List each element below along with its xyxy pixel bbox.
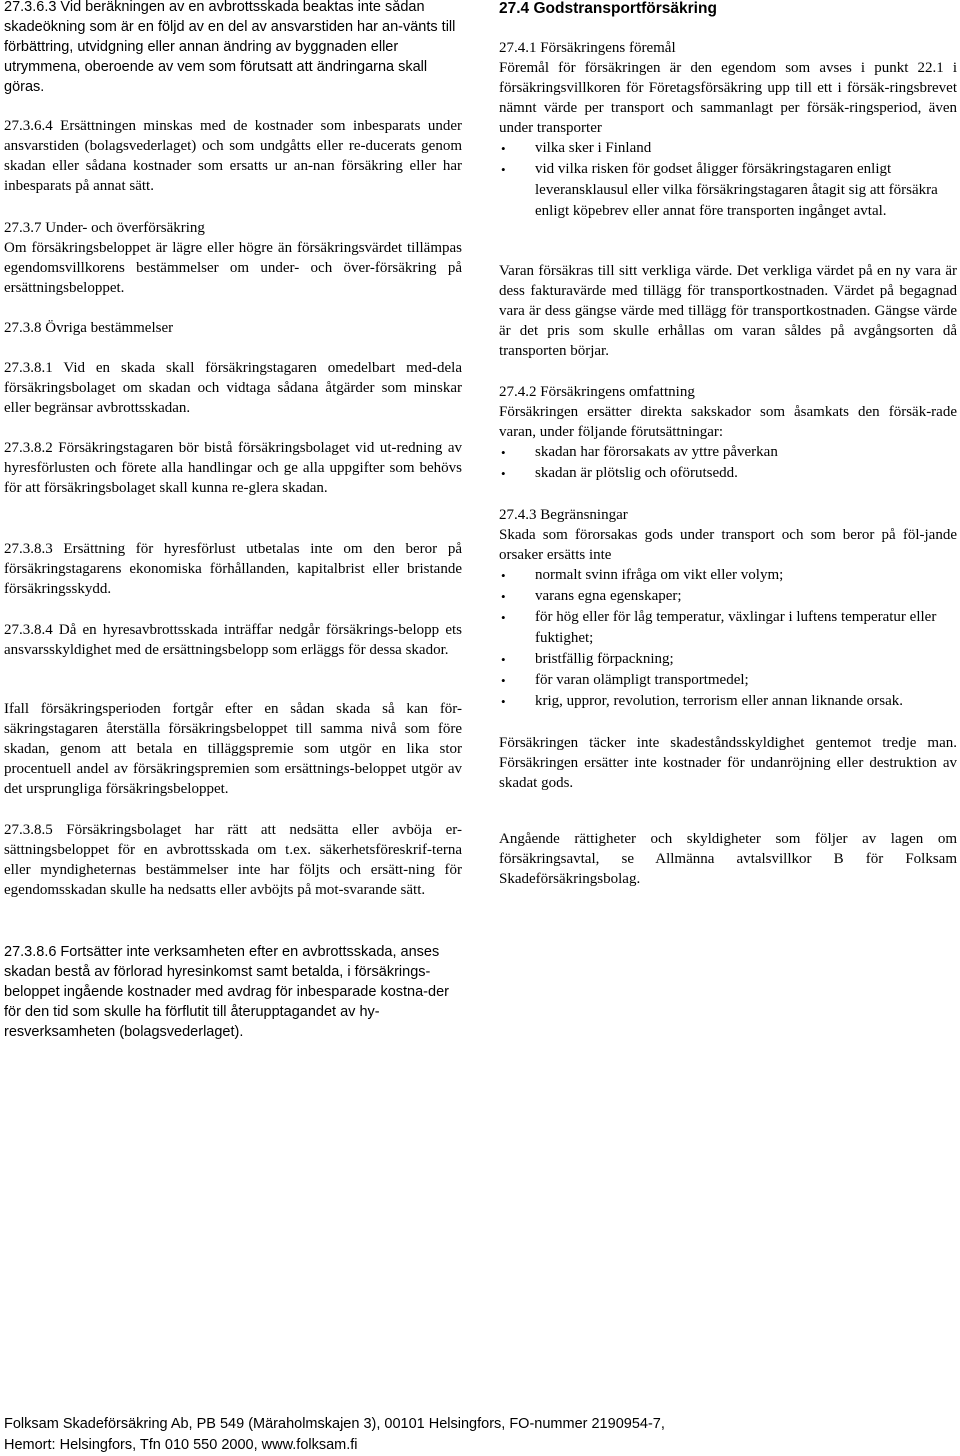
list-item: • skadan har förorsakats av yttre påverkan <box>499 442 957 463</box>
bullet-icon: • <box>501 610 506 625</box>
section-title: 27.4.3 Begränsningar <box>499 507 628 523</box>
section-title: 27.4.1 Försäkringens föremål <box>499 40 676 56</box>
section-title: 27.4.2 Försäkringens omfattning <box>499 384 695 400</box>
section-27-4-2: 27.4.2 Försäkringens omfattning Försäkringen ersätter direkta sakskador som åsamkats den försäk-rade varan, under följande förutsättningar: • skadan har förorsakats av yttre påverkan • skadan är plötslig och oförutsedd. <box>499 382 957 484</box>
page-heading: 27.4 Godstransportförsäkring <box>499 0 717 17</box>
bullet-icon: • <box>501 141 506 156</box>
paragraph-27-3-8-1: 27.3.8.1 Vid en skada skall försäkringstagaren omedelbart med-dela försäkringsbolaget om skadan och vidtaga sådana åtgärder som minskar eller begränsar avbrottsskadan. <box>4 360 462 416</box>
paragraph-27-3-8-2: 27.3.8.2 Försäkringstagaren bör bistå försäkringsbolaget vid ut-redning av hyresförlusten och förete alla handlingar och ge alla uppgifter som behövs för att försäkringsbolaget skall kunna re-glera skadan. <box>4 440 462 496</box>
list-item: • normalt svinn ifråga om vikt eller volym; <box>499 565 957 586</box>
section-27-4-3: 27.4.3 Begränsningar Skada som förorsakas gods under transport och som beror på föl-jande orsaker ersätts inte • normalt svinn ifråga om vikt eller volym; • varans egna egenskaper; • för hög eller för låg temperatur, växlingar i luftens temperatur eller fuktighet; • bristfällig förpackning; • för varan olämpligt transportmedel; • krig, uppror, revolution, terrorism eller annan liknande orsak. <box>499 505 957 712</box>
paragraph-27-3-8-5: 27.3.8.5 Försäkringsbolaget har rätt att nedsätta eller avböja er-sättningsbeloppet för en avbrottsskada om t.ex. säkerhetsföreskrif-terna eller myndigheternas bestämmelser inte har följts och ersätt-ning för egendomsskadan skulle ha nedsatts eller avböjts på mot-svarande sätt. <box>4 822 462 898</box>
list-item: • skadan är plötslig och oförutsedd. <box>499 463 957 484</box>
paragraph-aterstallning: Ifall försäkringsperioden fortgår efter en sådan skada så kan för-säkringstagaren återställa försäkringsbeloppet till samma nivå som före skadan, genom att betala en tilläggspremie som utgör en lika stor procentuell andel av försäkringspremien som ersättnings-beloppet utgör av det ursprungliga försäkringsbeloppet. <box>4 701 462 797</box>
section-ovriga-bestammelser <box>4 318 462 338</box>
paragraph-allmanna-villkor: Angående rättigheter och skyldigheter som följer av lagen om försäkringsavtal, se Allmänna avtalsvillkor B för Folksam Skadeförsäkringsbolag. <box>499 831 957 887</box>
bullet-icon: • <box>501 589 506 604</box>
footer-address: Folksam Skadeförsäkring Ab, PB 549 (Märaholmskajen 3), 00101 Helsingfors, FO-nummer 2190954-7, <box>4 1416 665 1432</box>
paragraph-27-3-8-3: 27.3.8.3 Ersättning för hyresförlust utbetalas inte om den beror på försäkringstagarens ekonomiska förhållanden, kapitalbrist eller bristande försäkringsskydd. <box>4 541 462 597</box>
bullet-icon: • <box>501 652 506 667</box>
list-item: • varans egna egenskaper; <box>499 586 957 607</box>
list-item: • bristfällig förpackning; <box>499 649 957 670</box>
paragraph-27-3-8-4: 27.3.8.4 Då en hyresavbrottsskada inträffar nedgår försäkrings-belopp ets ansvarsskyldighet med de ersättningsbelopp som erläggs för dessa skador. <box>4 622 462 658</box>
paragraph-vardering: Varan försäkras till sitt verkliga värde. Det verkliga värdet på en ny vara är dess fakturavärde med tillägg för transportkostnaden. Värdet på begagnad vara är dess gängse värde med tillägg för transportkostnaden. Gängse värde är det pris som skulle erhållas om varan såldes på avgångsorten då transporten börjar. <box>499 263 957 359</box>
list-item: • vid vilka risken för godset åligger försäkringstagaren enligt leveransklausul eller vilka försäkringstagaren åtagit sig att försäkra enligt köpebrev eller annat före transporten ingånget avtal. <box>501 161 938 219</box>
heading-godstransport <box>499 0 957 18</box>
section-title: 27.3.8 Övriga bestämmelser <box>4 320 174 336</box>
bullet-list-foremal <box>499 138 957 222</box>
section-27-4-1: 27.4.1 Försäkringens föremål Föremål för försäkringen är den egendom som avses i punkt 22.1 i försäkringsvillkoren för Företagsförsäkring upp till ett i försäk-ringsbrevet nämnt värde per transport och sammanlagt per försäk-ringsperiod, även under transporter • vilka sker i Finland • vid vilka risken för godset åligger försäkringstagaren enligt leveransklausul eller vilka försäkringstagaren åtagit sig att försäkra enligt köpebrev eller annat före transporten ingånget avtal. <box>499 38 957 222</box>
list-item: • för hög eller för låg temperatur, växlingar i luftens temperatur eller fuktighet; <box>501 609 937 646</box>
list-item: • krig, uppror, revolution, terrorism eller annan liknande orsak. <box>499 691 957 712</box>
bullet-icon: • <box>501 162 506 177</box>
list-item: • vilka sker i Finland <box>499 138 957 159</box>
list-item: • för varan olämpligt transportmedel; <box>499 670 957 691</box>
section-under-overforsakring: 27.3.7 Under- och överförsäkring Om försäkringsbeloppet är lägre eller högre än försäkringsvärdet tillämpas egendomsvillkorens bestämmelser om under- och över-försäkring på ersättningsbeloppet. <box>4 220 462 296</box>
footer-contact: Hemort: Helsingfors, Tfn 010 550 2000, www.folksam.fi <box>4 1437 358 1453</box>
bullet-icon: • <box>501 445 506 460</box>
bullet-list-begransningar <box>499 565 957 712</box>
bullet-icon: • <box>501 694 506 709</box>
page-footer <box>4 1414 924 1456</box>
bullet-list-omfattning <box>499 442 957 484</box>
paragraph-skadestand: Försäkringen täcker inte skadeståndsskyldighet gentemot tredje man. Försäkringen ersätter inte kostnader för undanröjning eller destruktion av skadat gods. <box>499 735 957 791</box>
bullet-icon: • <box>501 673 506 688</box>
paragraph-27-3-6-3: 27.3.6.3 Vid beräkningen av en avbrottsskada beaktas inte sådan skadeökning som är en följd av en del av ansvarstiden har an-vänts till förbättring, utvidgning eller annan ändring av byggnaden eller utrymmena, oberoende av vem som förutsatt att ändringarna skall göras. <box>4 0 456 95</box>
bullet-icon: • <box>501 466 506 481</box>
paragraph-27-3-6-4: 27.3.6.4 Ersättningen minskas med de kostnader som inbesparats under ansvarstiden (bolagsvederlaget) och som undgåtts eller re-ducerats genom skadan eller sådana kostnader som ersatts ur an-nan försäkring eller har inbesparats på annat sätt. <box>4 118 462 194</box>
section-title: 27.3.7 Under- och överförsäkring <box>4 220 205 236</box>
paragraph-27-3-8-6: 27.3.8.6 Fortsätter inte verksamheten efter en avbrottsskada, anses skadan bestå av förlorad hyresinkomst samt betalda, i försäkrings-beloppet ingående kostnader med avdrag för inbesparade kostna-der för den tid som skulle ha förflutit till återupptagandet av hy-resverksamheten (bolagsvederlaget). <box>4 944 449 1040</box>
bullet-icon: • <box>501 568 506 583</box>
